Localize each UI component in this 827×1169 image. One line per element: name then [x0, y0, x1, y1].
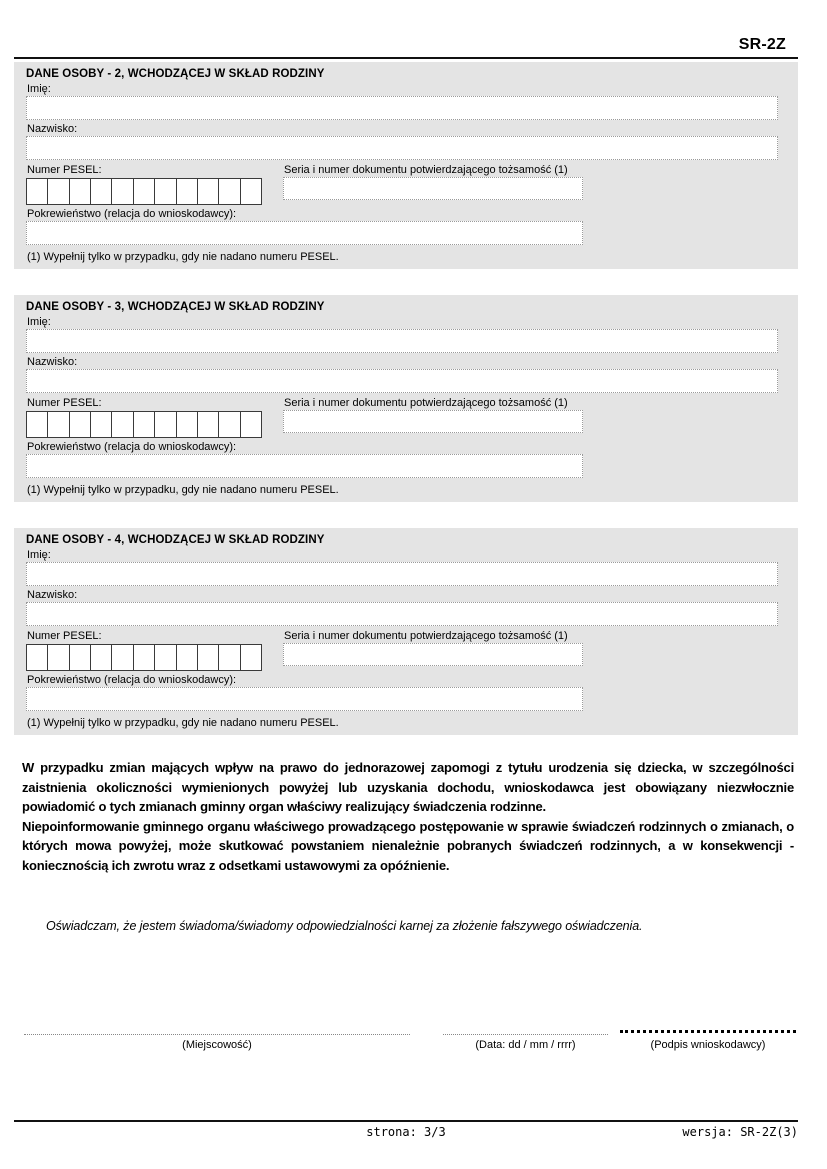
pesel-digit-cell[interactable] — [134, 179, 155, 204]
pesel-digit-cell[interactable] — [177, 645, 198, 670]
pesel-digit-cell[interactable] — [177, 179, 198, 204]
kinship-label: Pokrewieństwo (relacja do wnioskodawcy): — [27, 441, 237, 453]
last-name-label: Nazwisko: — [27, 356, 78, 368]
pesel-grid — [26, 644, 262, 671]
last-name-input[interactable] — [26, 369, 778, 393]
last-name-label: Nazwisko: — [27, 123, 78, 135]
person-2-section — [14, 62, 798, 269]
kinship-input[interactable] — [26, 454, 583, 478]
id-document-input[interactable] — [283, 643, 583, 666]
pesel-digit-cell[interactable] — [177, 412, 198, 437]
pesel-digit-cell[interactable] — [91, 179, 112, 204]
place-field[interactable] — [24, 1025, 410, 1035]
first-name-label: Imię: — [27, 549, 51, 561]
pesel-document-row — [26, 394, 778, 438]
kinship-input[interactable] — [26, 221, 583, 245]
first-name-label: Imię: — [27, 83, 51, 95]
first-name-input[interactable] — [26, 329, 778, 353]
pesel-footnote: (1) Wypełnij tylko w przypadku, gdy nie nadano numeru PESEL. — [27, 251, 339, 263]
signature-label: (Podpis wnioskodawcy) — [650, 1039, 766, 1051]
form-page — [14, 0, 798, 1051]
pesel-digit-cell[interactable] — [198, 645, 219, 670]
last-name-label: Nazwisko: — [27, 589, 78, 601]
pesel-digit-cell[interactable] — [27, 412, 48, 437]
pesel-label: Numer PESEL: — [27, 397, 102, 409]
pesel-digit-cell[interactable] — [48, 412, 69, 437]
notice-paragraph-2: Niepoinformowanie gminnego organu właściwego prowadzącego postępowanie w sprawie świadczeń rodzinnych o zmianach, o których mowa powyżej, może skutkować powstaniem nienależnie pobranych świadczeń rodzinnych, a w konsekwencji - koniecznością ich zwrotu wraz z odsetkami ustawowymi za opóźnienie. — [22, 818, 794, 873]
signature-area — [24, 1025, 798, 1051]
pesel-document-row — [26, 627, 778, 671]
oath-statement: Oświadczam, że jestem świadoma/świadomy odpowiedzialności karnej za złożenie fałszywego oświadczenia. — [46, 919, 643, 933]
pesel-document-row — [26, 161, 778, 205]
pesel-digit-cell[interactable] — [112, 412, 133, 437]
pesel-digit-cell[interactable] — [155, 412, 176, 437]
id-document-label: Seria i numer dokumentu potwierdzającego tożsamość (1) — [284, 397, 568, 409]
pesel-digit-cell[interactable] — [48, 179, 69, 204]
date-field[interactable] — [443, 1025, 608, 1035]
person-4-section — [14, 528, 798, 735]
pesel-digit-cell[interactable] — [112, 645, 133, 670]
pesel-digit-cell[interactable] — [155, 645, 176, 670]
id-document-input[interactable] — [283, 410, 583, 433]
first-name-input[interactable] — [26, 96, 778, 120]
header-rule — [14, 57, 798, 59]
date-block — [443, 1025, 608, 1051]
pesel-digit-cell[interactable] — [91, 645, 112, 670]
pesel-label: Numer PESEL: — [27, 630, 102, 642]
person-3-section — [14, 295, 798, 502]
id-document-column — [283, 161, 778, 205]
notice-paragraph-1: W przypadku zmian mających wpływ na prawo do jednorazowej zapomogi z tytułu urodzenia się dziecka, w szczególności zaistnienia okoliczności wymienionych powyżej lub uzyskania dochodu, wnioskodawca jest obowiązany niezwłocznie powiadomić o tych zmianach gminny organ właściwy realizujący świadczenia rodzinne. — [22, 760, 794, 814]
signature-field[interactable] — [620, 1025, 796, 1033]
pesel-digit-cell[interactable] — [70, 645, 91, 670]
id-document-input[interactable] — [283, 177, 583, 200]
pesel-digit-cell[interactable] — [219, 412, 240, 437]
section-title: DANE OSOBY - 2, WCHODZĄCEJ W SKŁAD RODZINY — [26, 68, 325, 80]
form-header — [14, 0, 798, 57]
pesel-grid — [26, 411, 262, 438]
pesel-digit-cell[interactable] — [134, 645, 155, 670]
pesel-column — [26, 394, 283, 438]
pesel-digit-cell[interactable] — [91, 412, 112, 437]
form-version: wersja: SR-2Z(3) — [682, 1125, 798, 1139]
legal-notice — [22, 758, 794, 875]
pesel-digit-cell[interactable] — [241, 412, 261, 437]
pesel-digit-cell[interactable] — [219, 179, 240, 204]
page-number: strona: 3/3 — [366, 1125, 446, 1139]
first-name-label: Imię: — [27, 316, 51, 328]
signature-block — [620, 1025, 796, 1051]
section-title: DANE OSOBY - 4, WCHODZĄCEJ W SKŁAD RODZINY — [26, 534, 325, 546]
id-document-column — [283, 394, 778, 438]
first-name-input[interactable] — [26, 562, 778, 586]
form-code: SR-2Z — [738, 36, 786, 53]
pesel-digit-cell[interactable] — [27, 645, 48, 670]
pesel-digit-cell[interactable] — [70, 179, 91, 204]
pesel-digit-cell[interactable] — [27, 179, 48, 204]
pesel-digit-cell[interactable] — [241, 179, 261, 204]
place-label: (Miejscowość) — [182, 1039, 252, 1051]
kinship-input[interactable] — [26, 687, 583, 711]
pesel-column — [26, 161, 283, 205]
pesel-digit-cell[interactable] — [219, 645, 240, 670]
pesel-footnote: (1) Wypełnij tylko w przypadku, gdy nie nadano numeru PESEL. — [27, 484, 339, 496]
pesel-digit-cell[interactable] — [155, 179, 176, 204]
date-label: (Data: dd / mm / rrrr) — [475, 1039, 576, 1051]
pesel-column — [26, 627, 283, 671]
last-name-input[interactable] — [26, 136, 778, 160]
pesel-digit-cell[interactable] — [134, 412, 155, 437]
kinship-label: Pokrewieństwo (relacja do wnioskodawcy): — [27, 674, 237, 686]
page-footer — [14, 1120, 798, 1142]
pesel-digit-cell[interactable] — [198, 412, 219, 437]
pesel-label: Numer PESEL: — [27, 164, 102, 176]
section-title: DANE OSOBY - 3, WCHODZĄCEJ W SKŁAD RODZINY — [26, 301, 325, 313]
pesel-digit-cell[interactable] — [112, 179, 133, 204]
pesel-footnote: (1) Wypełnij tylko w przypadku, gdy nie nadano numeru PESEL. — [27, 717, 339, 729]
id-document-label: Seria i numer dokumentu potwierdzającego tożsamość (1) — [284, 630, 568, 642]
pesel-digit-cell[interactable] — [241, 645, 261, 670]
last-name-input[interactable] — [26, 602, 778, 626]
kinship-label: Pokrewieństwo (relacja do wnioskodawcy): — [27, 208, 237, 220]
pesel-digit-cell[interactable] — [70, 412, 91, 437]
place-block — [24, 1025, 410, 1051]
pesel-grid — [26, 178, 262, 205]
id-document-label: Seria i numer dokumentu potwierdzającego tożsamość (1) — [284, 164, 568, 176]
id-document-column — [283, 627, 778, 671]
pesel-digit-cell[interactable] — [198, 179, 219, 204]
pesel-digit-cell[interactable] — [48, 645, 69, 670]
